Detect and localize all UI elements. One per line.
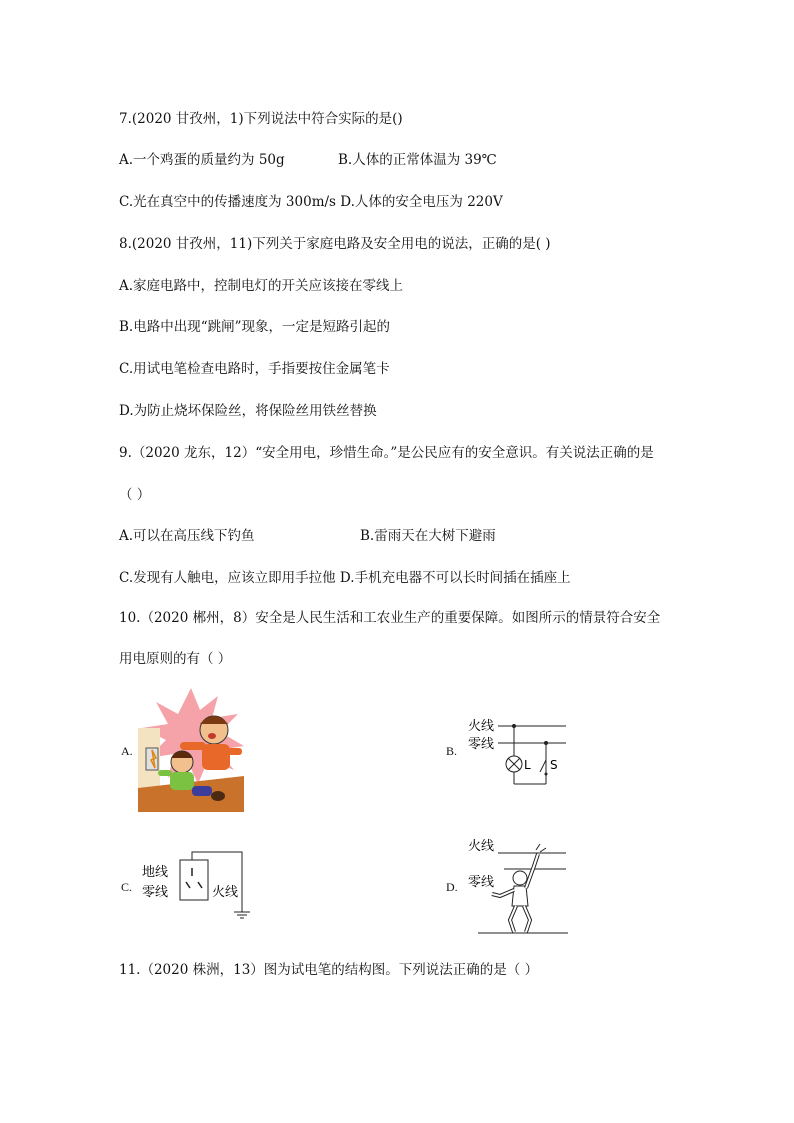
q9-answer-paren: （ ）	[119, 487, 151, 503]
figure-a-child-touching-socket	[138, 688, 244, 812]
figure-b-switch-label: S	[550, 758, 558, 772]
q11-stem: 11.（2020 株洲，13）图为试电笔的结构图。下列说法正确的是（ ）	[119, 962, 539, 978]
figure-b-lamp-label: L	[524, 758, 531, 772]
q8-option-a: A.家庭电路中，控制电灯的开关应该接在零线上	[119, 278, 404, 294]
figure-d-person-touching-live-wire	[464, 836, 570, 936]
figure-c-neutral-label: 零线	[142, 885, 169, 900]
figure-d-neutral-label: 零线	[468, 875, 495, 890]
q9-stem: 9.（2020 龙东，12）“安全用电，珍惜生命。”是公民应有的安全意识。有关说法正确的是	[119, 445, 654, 461]
q10-label-d: D.	[446, 880, 458, 894]
q8-option-d: D.为防止烧坏保险丝，将保险丝用铁丝替换	[119, 403, 377, 419]
q9-option-b: B.雷雨天在大树下避雨	[360, 528, 496, 544]
q7-stem: 7.(2020 甘孜州，1)下列说法中符合实际的是()	[119, 111, 403, 127]
figure-d-live-label: 火线	[468, 839, 495, 854]
figure-b-live-label: 火线	[468, 719, 495, 734]
q10-stem: 10.（2020 郴州，8）安全是人民生活和工农业生产的重要保障。如图所示的情景符合安全	[119, 610, 661, 626]
q9-option-a: A.可以在高压线下钓鱼	[119, 528, 255, 544]
figure-c-socket-wiring	[140, 848, 260, 920]
q8-option-c: C.用试电笔检查电路时，手指要按住金属笔卡	[119, 361, 390, 377]
figure-b-lamp-switch-circuit	[462, 712, 572, 792]
figure-b-neutral-label: 零线	[468, 737, 495, 752]
q8-option-b: B.电路中出现“跳闸”现象，一定是短路引起的	[119, 319, 391, 335]
q8-stem: 8.(2020 甘孜州，11)下列关于家庭电路及安全用电的说法，正确的是( )	[119, 236, 551, 252]
figure-c-ground-label: 地线	[142, 865, 169, 880]
q10-label-b: B.	[446, 744, 458, 758]
q10-label-a: A.	[121, 744, 133, 758]
figure-c-live-label: 火线	[212, 885, 239, 900]
q7-option-b: B.人体的正常体温为 39℃	[338, 152, 497, 168]
q10-label-c: C.	[121, 880, 133, 894]
q9-option-cd: C.发现有人触电，应该立即用手拉他 D.手机充电器不可以长时间插在插座上	[119, 570, 571, 586]
q7-option-a: A.一个鸡蛋的质量约为 50g	[119, 152, 285, 168]
q10-stem-cont: 用电原则的有（ ）	[119, 651, 232, 667]
q7-option-cd: C.光在真空中的传播速度为 300m/s D.人体的安全电压为 220V	[119, 194, 503, 210]
